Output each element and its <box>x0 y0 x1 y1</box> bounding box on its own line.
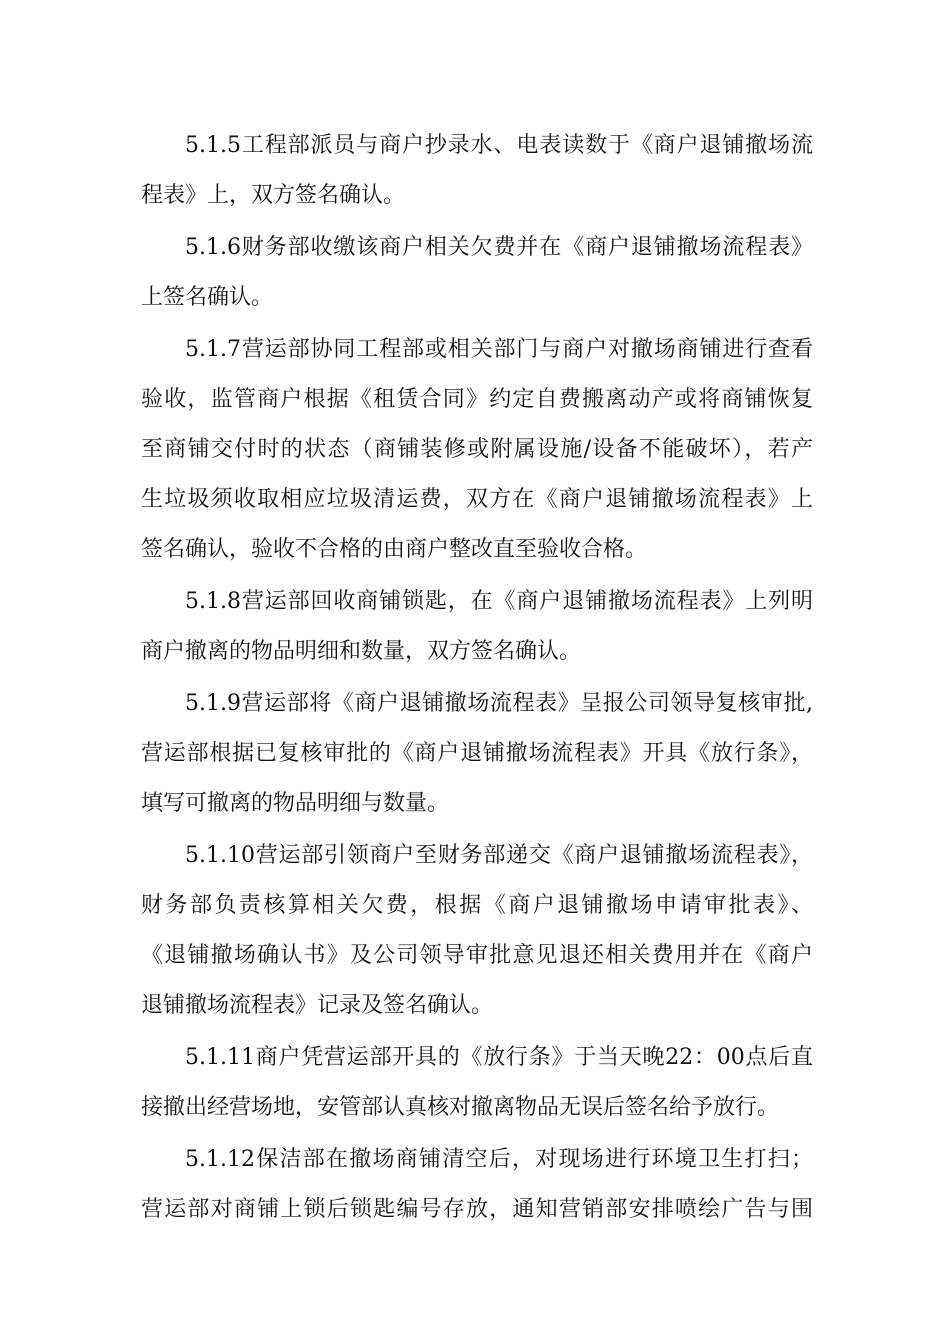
paragraph-5-1-5 <box>141 121 813 221</box>
paragraph-line: 接撤出经营场地，安管部认真核对撤离物品无误后签名给予放行。 <box>141 1095 780 1120</box>
paragraph-5-1-12 <box>141 1135 813 1235</box>
paragraph-line: 5.1.8营运部回收商铺锁匙，在《商户退铺撤场流程表》上列明 <box>185 589 813 614</box>
paragraph-5-1-7 <box>141 325 813 575</box>
paragraph-line: 填写可撤离的物品明细与数量。 <box>141 791 450 816</box>
paragraph-line: 上签名确认。 <box>141 285 274 310</box>
paragraph-5-1-10 <box>141 831 813 1031</box>
paragraph-line: 营运部根据已复核审批的《商户退铺撤场流程表》开具《放行条》， <box>141 741 813 766</box>
paragraph-line: 至商铺交付时的状态（商铺装修或附属设施/设备不能破坏），若产 <box>141 437 813 462</box>
paragraph-5-1-9 <box>141 679 813 829</box>
paragraph-5-1-6 <box>141 223 813 323</box>
paragraph-line: 营运部对商铺上锁后锁匙编号存放，通知营销部安排喷绘广告与围 <box>141 1197 813 1222</box>
paragraph-line: 验收，监管商户根据《租赁合同》约定自费搬离动产或将商铺恢复 <box>141 387 813 412</box>
paragraph-line: 退铺撤场流程表》记录及签名确认。 <box>141 993 494 1018</box>
paragraph-line: 生垃圾须收取相应垃圾清运费，双方在《商户退铺撤场流程表》上 <box>141 487 813 512</box>
paragraph-line: 《退铺撤场确认书》及公司领导审批意见退还相关费用并在《商户 <box>141 943 813 968</box>
paragraph-line: 签名确认，验收不合格的由商户整改直至验收合格。 <box>141 537 648 562</box>
paragraph-line: 5.1.9营运部将《商户退铺撤场流程表》呈报公司领导复核审批, <box>185 691 813 716</box>
paragraph-line: 5.1.6财务部收缴该商户相关欠费并在《商户退铺撤场流程表》 <box>185 235 813 260</box>
paragraph-line: 商户撤离的物品明细和数量，双方签名确认。 <box>141 639 582 664</box>
paragraph-line: 5.1.10营运部引领商户至财务部递交《商户退铺撤场流程表》， <box>185 843 813 868</box>
document-body <box>141 121 813 1237</box>
paragraph-line: 5.1.7营运部协同工程部或相关部门与商户对撤场商铺进行查看 <box>185 337 813 362</box>
paragraph-5-1-8 <box>141 577 813 677</box>
paragraph-line: 5.1.5工程部派员与商户抄录水、电表读数于《商户退铺撤场流 <box>185 133 813 158</box>
paragraph-line: 程表》上，双方签名确认。 <box>141 183 406 208</box>
paragraph-5-1-11 <box>141 1033 813 1133</box>
paragraph-line: 5.1.11商户凭营运部开具的《放行条》于当天晚22：00点后直 <box>185 1045 813 1070</box>
paragraph-line: 5.1.12保洁部在撤场商铺清空后，对现场进行环境卫生打扫； <box>185 1147 813 1172</box>
paragraph-line: 财务部负责核算相关欠费，根据《商户退铺撤场申请审批表》、 <box>141 893 813 918</box>
